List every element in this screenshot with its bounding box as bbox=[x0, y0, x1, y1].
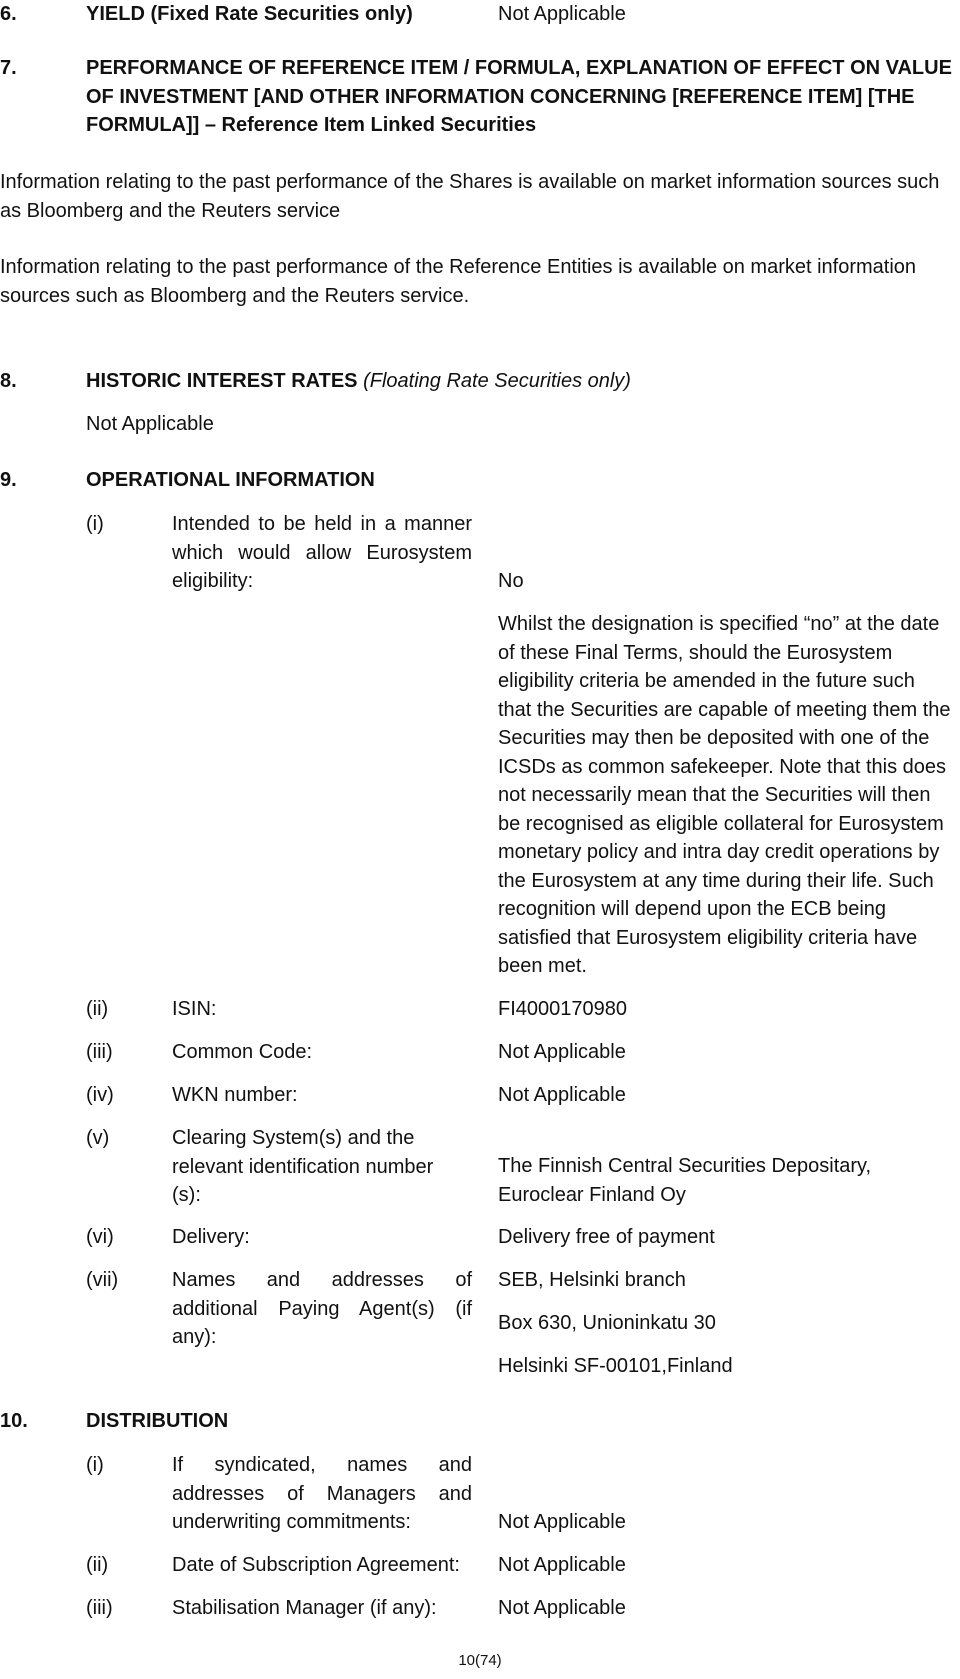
s9-item-ii-roman: (ii) bbox=[86, 998, 109, 1020]
s9-item-i-label: Intended to be held in a manner which would allow Eurosystem eligibility: bbox=[172, 513, 472, 592]
s9-item-iii-label: Common Code: bbox=[172, 1041, 313, 1063]
section-8-title: HISTORIC INTEREST RATES bbox=[86, 370, 358, 392]
s10-item-ii-roman: (ii) bbox=[86, 1554, 109, 1576]
section-6-number: 6. bbox=[0, 3, 17, 25]
section-7-paragraph-1: Information relating to the past performance of the Shares is available on market information sources such as Bloomberg and the Reuters service bbox=[0, 171, 940, 222]
section-6-value: Not Applicable bbox=[498, 3, 626, 25]
s9-item-vii-value-line-3: Helsinki SF-00101,Finland bbox=[498, 1355, 733, 1377]
s10-item-iii-label: Stabilisation Manager (if any): bbox=[172, 1597, 437, 1619]
s9-item-vii-value-line-2: Box 630, Unioninkatu 30 bbox=[498, 1312, 716, 1334]
section-7-title: PERFORMANCE OF REFERENCE ITEM / FORMULA, EXPLANATION OF EFFECT ON VALUE OF INVESTMENT [AND OTHER INFORMATION CONCERNING [REFERENCE ITEM] [THE FORMULA]] – Reference Item Linked Securities bbox=[86, 57, 952, 136]
section-7-paragraph-2: Information relating to the past performance of the Reference Entities is available on market information sources such as Bloomberg and the Reuters service. bbox=[0, 256, 917, 307]
s10-item-ii-value: Not Applicable bbox=[498, 1554, 626, 1576]
section-10-title: DISTRIBUTION bbox=[86, 1410, 229, 1432]
s9-item-vi-roman: (vi) bbox=[86, 1226, 114, 1248]
s9-item-iii-value: Not Applicable bbox=[498, 1041, 626, 1063]
section-7-number: 7. bbox=[0, 57, 17, 79]
s9-item-vi-label: Delivery: bbox=[172, 1226, 250, 1248]
section-10-number: 10. bbox=[0, 1410, 28, 1432]
s9-item-iv-label: WKN number: bbox=[172, 1084, 298, 1106]
s9-item-ii-label: ISIN: bbox=[172, 998, 217, 1020]
s9-item-iv-value: Not Applicable bbox=[498, 1084, 626, 1106]
page-number: 10(74) bbox=[458, 1652, 502, 1669]
s10-item-iii-value: Not Applicable bbox=[498, 1597, 626, 1619]
s10-item-i-label: If syndicated, names and addresses of Managers and underwriting commitments: bbox=[172, 1454, 472, 1533]
s9-item-vii-label: Names and addresses of additional Paying Agent(s) (if any): bbox=[172, 1269, 472, 1348]
section-9-title: OPERATIONAL INFORMATION bbox=[86, 469, 375, 491]
s9-item-vii-roman: (vii) bbox=[86, 1269, 119, 1291]
s9-item-i-value: No bbox=[498, 570, 524, 592]
s9-item-ii-value: FI4000170980 bbox=[498, 998, 628, 1020]
section-8-value: Not Applicable bbox=[86, 413, 214, 435]
s9-item-iv-roman: (iv) bbox=[86, 1084, 114, 1106]
s10-item-iii-roman: (iii) bbox=[86, 1597, 113, 1619]
s10-item-i-roman: (i) bbox=[86, 1454, 104, 1476]
s9-item-v-roman: (v) bbox=[86, 1127, 110, 1149]
s9-item-v-label: Clearing System(s) and the relevant identification number (s): bbox=[172, 1127, 434, 1206]
section-8-number: 8. bbox=[0, 370, 17, 392]
s9-item-v-value: The Finnish Central Securities Depositary, Euroclear Finland Oy bbox=[498, 1155, 872, 1206]
section-8-title-line bbox=[86, 367, 960, 396]
s9-item-i-roman: (i) bbox=[86, 513, 104, 535]
s10-item-ii-label: Date of Subscription Agreement: bbox=[172, 1554, 460, 1576]
s9-item-vi-value: Delivery free of payment bbox=[498, 1226, 715, 1248]
s9-item-i-note: Whilst the designation is specified “no” at the date of these Final Terms, should the Eurosystem eligibility criteria be amended in the future such that the Securities are capable of meeting them the Securities may then be deposited with one of the ICSDs as common safekeeper. Note that this does not necessarily mean that the Securities will then be recognised as eligible collateral for Eurosystem monetary policy and intra day credit operations by the Eurosystem at any time during their life. Such recognition will depend upon the ECB being satisfied that Eurosystem eligibility criteria have been met. bbox=[498, 613, 951, 977]
s10-item-i-value: Not Applicable bbox=[498, 1511, 626, 1533]
s9-item-vii-value-line-1: SEB, Helsinki branch bbox=[498, 1269, 686, 1291]
section-6-title: YIELD (Fixed Rate Securities only) bbox=[86, 3, 413, 25]
section-9-number: 9. bbox=[0, 469, 17, 491]
section-8-title-note: (Floating Rate Securities only) bbox=[363, 370, 631, 392]
s9-item-iii-roman: (iii) bbox=[86, 1041, 113, 1063]
